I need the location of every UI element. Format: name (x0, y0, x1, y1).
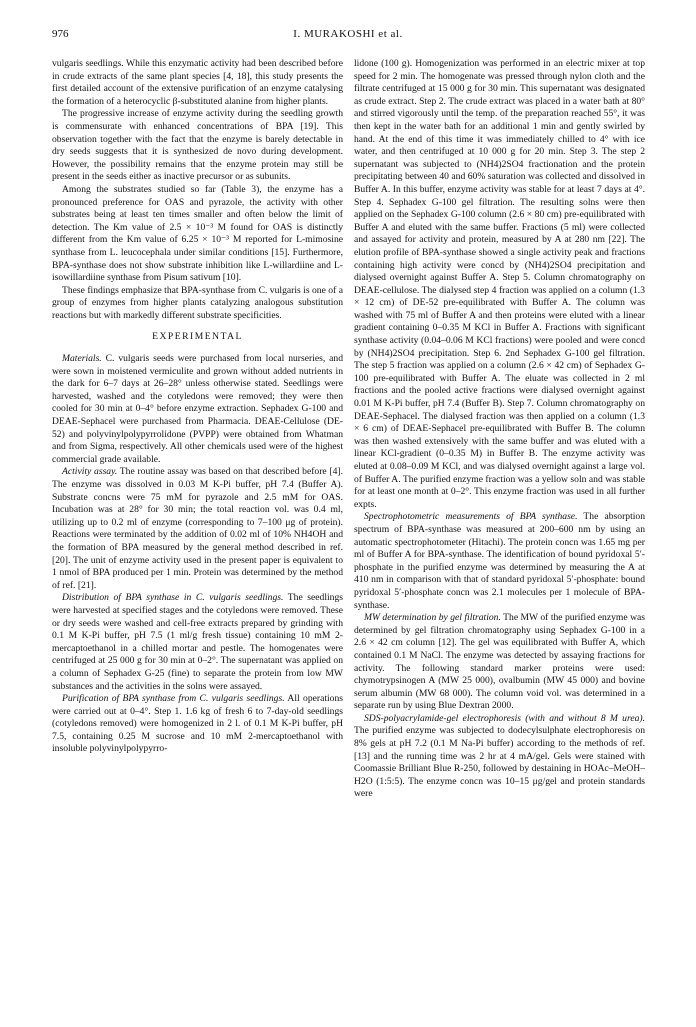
page-header (52, 28, 644, 44)
assay-paragraph (52, 466, 343, 592)
running-head: I. MURAKOSHI et al. (293, 28, 403, 40)
subheading: Materials. (62, 353, 102, 365)
paragraph-text: The absorption spectrum of BPA-synthase was measured at 200–600 nm by using an automatic spectrophotometer (Hitachi). The protein concn was 1.65 mg per ml of Buffer A for BPA-synthase. The identification of bound pyridoxal 5′-phosphate in the purified enzyme was determined by measuring the A at 410 nm in comparison with that of standard pyridoxal 5′-phosphate: bound pyridoxal 5′-phosphate concn was 2.1 molecules per 1 molecule of BPA-synthase. (354, 511, 645, 611)
paragraph-text: C. vulgaris seeds were purchased from local nurseries, and were sown in moistened vermiculite and grown without added nutrients in the dark for 6–7 days at 26–28° unless otherwise stated. Seedlings were harvested, washed and the cotyledons were removed; they were then cooled for 30 min at 0–4° before enzyme extraction. Sephadex G-100 and DEAE-Sephacel were purchased from Pharmacia. DEAE-Cellulose (DE-52) and polyvinylpolypyrrolidone (PVPP) were obtained from Whatman and from Sigma, respectively. All other chemicals used were of the highest commercial grade available. (52, 353, 343, 465)
subheading: Spectrophotometric measurements of BPA synthase. (364, 511, 578, 523)
paragraph-text: The purified enzyme was subjected to dodecylsulphate electrophoresis on 8% gels at pH 7.2 (0.1 M Na-Pi buffer) according to the methods of ref. [13] and the running time was 2 hr at 4 mA/gel. Gels were stained with Coomassie Brilliant Blue R-250, followed by destaining in HOAc–MeOH–H2O (1:5:5). The enzyme concn was 10–15 μg/gel and protein standards were (354, 725, 645, 800)
discussion-paragraph: The progressive increase of enzyme activity during the seedling growth is commensurate with enhanced concentrations of BPA [19]. This observation together with the fact that the enzyme is barely detectable in dry seeds suggests that it is synthesized de novo during development. However, the possibility remains that the enzyme protein may still be present in the seeds either as inactive precursor or as subunits. (52, 108, 343, 183)
discussion-paragraph: vulgaris seedlings. While this enzymatic activity had been described before in crude extracts of the same plant species [4, 18], this study presents the first detailed account of the extensive purification of an enzyme catalysing the formation of a heterocyclic β-substituted alanine from higher plants. (52, 58, 343, 107)
subheading: Activity assay. (62, 466, 118, 478)
sds-paragraph (354, 713, 645, 801)
subheading: Purification of BPA synthase from C. vulgaris seedlings. (62, 693, 285, 705)
paragraph-text: All operations were carried out at 0–4°. Step 1. 1.6 kg of fresh 6 to 7-day-old seedlings (cotyledons removed) were homogenized in 2 l. of 0.1 M K-Pi buffer, pH 7.5, containing 0.25 M sucrose and 10 mM 2-mercaptoethanol with insoluble polyvinylpolypyrro- (52, 693, 343, 755)
right-column (354, 58, 645, 1003)
subheading: SDS-polyacrylamide-gel electrophoresis (with and without 8 M urea). (364, 712, 645, 724)
paragraph-text: The MW of the purified enzyme was determined by gel filtration chromatography using Sephadex G-100 in a 2.6 × 42 cm column [12]. The gel was equilibrated with Buffer A, which contained 0.1 M NaCl. The enzyme was detected by assaying fractions for activity. The following standard marker proteins were used: chymotrypsinogen A (MW 25 000), ovalbumin (MW 45 000) and bovine serum albumin (MW 68 000). The column void vol. was determined in a separate run by using Blue Dextran 2000. (354, 612, 645, 712)
discussion-paragraph: Among the substrates studied so far (Table 3), the enzyme has a pronounced preference for OAS and pyrazole, the activity with other substrates being at least ten times smaller and often below the limit of detection. The Km value of 2.5 × 10⁻³ M found for OAS is distinctly different from the Km value of 6.25 × 10⁻³ M reported for L-mimosine synthase from L. leucocephala under similar conditions [15]. Furthermore, BPA-synthase does not show substrate inhibition like L-willardiine and L-isowillardiine synthase from Pisum sativum [10]. (52, 183, 343, 284)
purification-steps-paragraph: lidone (100 g). Homogenization was performed in an electric mixer at top speed for 2 min. The homogenate was pressed through nylon cloth and the filtrate centrifuged at 15 000 g for 30 min. This supernatant was designated as crude extract. Step 2. The crude extract was placed in a water bath at 80° and stirred vigorously until the temp. of the preparation reached 55°, it was then kept in the water bath for an additional 1 min and gently swirled by hand. At the end of this time it was immediately chilled to 4° with ice water, and then centrifuged at 10 000 g for 20 min. Step 3. The step 2 supernatant was subjected to (NH4)2SO4 fractionation and the protein precipitating between 40 and 60% saturation was collected and dissolved in Buffer A. In this buffer, enzyme activity was stable for at least 7 days at 4°. Step 4. Sephadex G-100 gel filtration. The resulting solns were then applied on the Sephadex G-100 column (2.6 × 80 cm) pre-equilibrated with Buffer A and eluted with the same buffer. Fractions (5 ml) were collected and assayed for activity and protein, measured by A at 280 nm [22]. The elution profile of BPA-synthase showed a single activity peak and fractions containing high activity were concd by (NH4)2SO4 precipitation and dialysed overnight against Buffer A. Step 5. Column chromatography on DEAE-cellulose. The dialysed step 4 fraction was applied on a column (1.3 × 12 cm) of DE-52 pre-equilibrated with Buffer A. The column was washed with 75 ml of Buffer A and then proteins were eluted with a linear gradient containing 0–0.35 M KCl in Buffer A. Fractions with significant synthase activity (0.04–0.06 M KCl fractions) were pooled and were concd by (NH4)2SO4 precipitation. Step 6. 2nd Sephadex G-100 gel filtration. The step 5 fraction was applied on a column (2.6 × 42 cm) of Sephadex G-100 pre-equilibrated with Buffer A. The eluate was collected in 2 ml fractions and the pooled active fractions were dialysed overnight against 0.01 M K-Pi buffer, pH 7.4 (Buffer B). Step 7. Column chromatography on DEAE-Sephacel. The dialysed fraction was then applied on a column (1.3 × 6 cm) of DEAE-Sephacel pre-equilibrated with Buffer B. The column was then washed extensively with the same buffer and was eluted with a linear KCl-gradient (0–0.35 M) in Buffer B. The enzyme activity was eluted at 0.08–0.09 M KCl, and was dialysed overnight against a large vol. of Buffer A. The purified enzyme fraction was a yellow soln and was stable for at least one month at 0–2°. This enzyme fraction was used in all further expts. (354, 58, 645, 510)
page-number: 976 (52, 28, 69, 40)
paragraph-text: The seedlings were harvested at specified stages and the cotyledons were removed. These or dry seeds were washed and cell-free extracts prepared by grinding with 0.1 M K-Pi buffer, pH 7.5 (1 ml/g fresh tissue) containing 10 mM 2-mercaptoethanol in a chilled mortar and pestle. The homogenates were centrifuged at 25 000 g for 30 min at 0–2°. The supernatant was applied on a column of Sephadex G-25 (fine) to separate the protein from low MW substances and the activities in the solns were assayed. (52, 592, 343, 692)
subheading: MW determination by gel filtration. (364, 612, 501, 624)
paragraph-text: The routine assay was based on that described before [4]. The enzyme was dissolved in 0.03 M K-Pi buffer, pH 7.4 (Buffer A). Substrate concns were 75 mM for pyrazole and 2.5 mM for OAS. Incubation was at 28° for 30 min; the total reaction vol. was 0.4 ml, utilizing up to 0.2 ml of enzyme (corresponding to 7–100 μg of protein). Reactions were terminated by the addition of 0.02 ml of 10% NH4OH and the formation of BPA measured by the general method described in ref. [20]. The unit of enzyme activity used in the present paper is equivalent to 1 nmol of BPA produced per 1 min. Protein was determined by the method of ref. [21]. (52, 466, 343, 591)
spectro-paragraph (354, 511, 645, 612)
discussion-paragraph: These findings emphasize that BPA-synthase from C. vulgaris is one of a group of enzymes from higher plants catalyzing analogous substitution reactions but with markedly different substrate specificities. (52, 284, 343, 321)
materials-paragraph (52, 353, 343, 466)
distribution-paragraph (52, 592, 343, 693)
mw-paragraph (354, 612, 645, 713)
section-heading-experimental: EXPERIMENTAL (152, 331, 243, 343)
purification-paragraph (52, 693, 343, 756)
left-column (52, 58, 343, 1003)
subheading: Distribution of BPA synthase in C. vulgaris seedlings. (62, 592, 284, 604)
